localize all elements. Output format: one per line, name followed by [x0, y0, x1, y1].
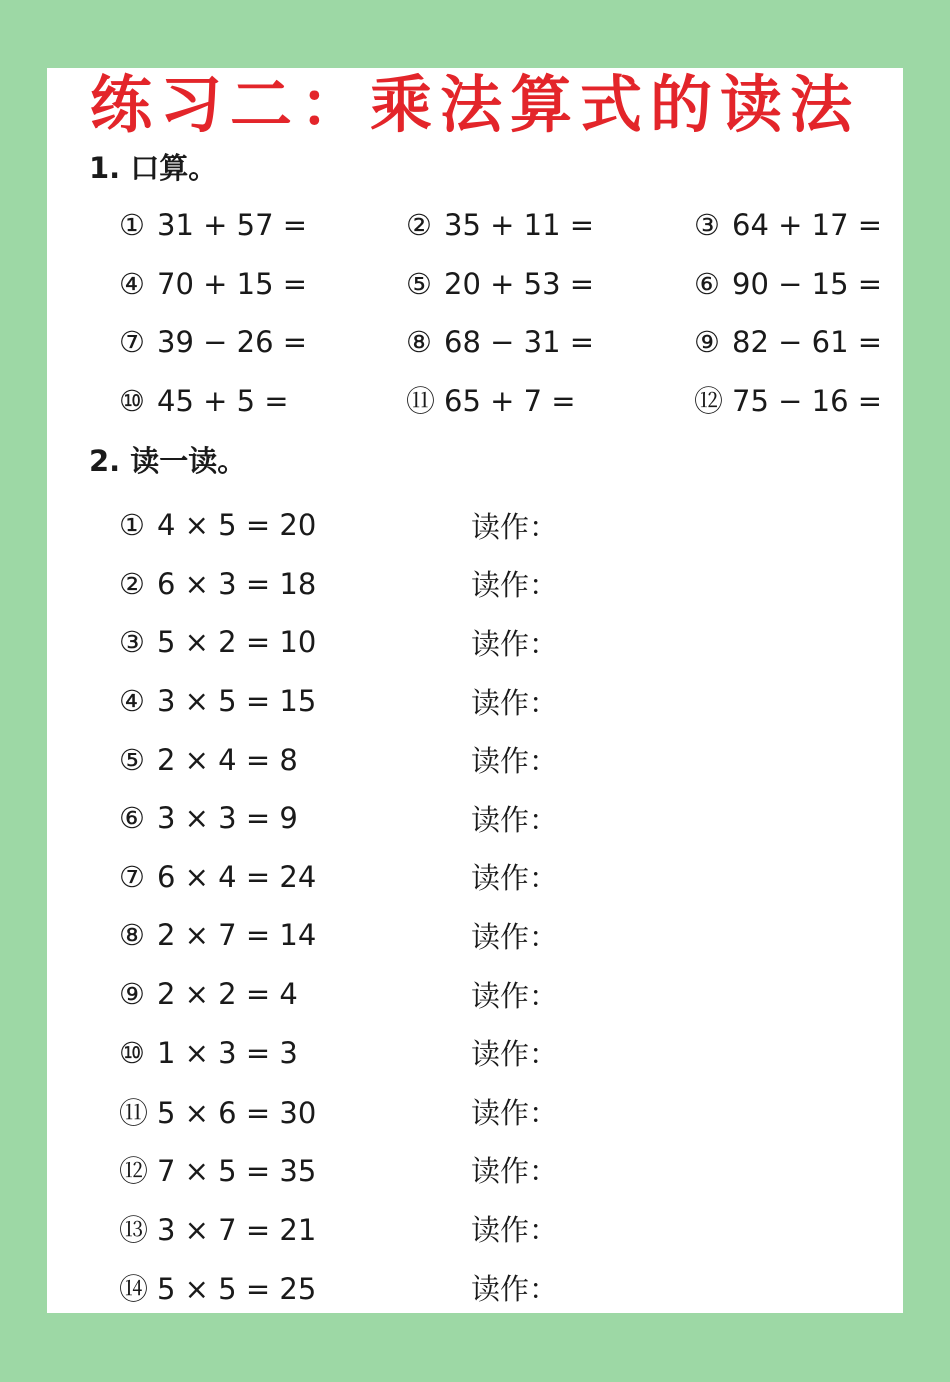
- item-number: ⑪: [406, 383, 436, 418]
- item-number: ⑨: [694, 325, 720, 360]
- item-expression: 82 − 61 =: [732, 325, 883, 360]
- multiplication-expression: [119, 625, 471, 659]
- mental-math-item: [406, 319, 694, 378]
- item-expression: 39 − 26 =: [157, 325, 308, 360]
- read-as-label: 读作：: [471, 978, 559, 1013]
- item-expression: 90 − 15 =: [732, 266, 883, 301]
- item-number: ⑫: [694, 383, 724, 418]
- reading-row: [119, 1141, 819, 1200]
- item-expression: 64 + 17 =: [732, 208, 883, 242]
- read-as-label: 读作：: [471, 1212, 559, 1247]
- multiplication-expression: [119, 743, 471, 777]
- mental-math-item: [694, 261, 899, 320]
- worksheet-page: [47, 68, 903, 1313]
- item-expression: 4 × 5 = 20: [157, 508, 317, 543]
- item-expression: 3 × 7 = 21: [157, 1212, 317, 1247]
- mental-math-item: [694, 202, 899, 261]
- item-number: ⑥: [694, 266, 720, 301]
- mental-math-grid: [119, 202, 899, 436]
- multiplication-expression: [119, 860, 471, 894]
- reading-row: [119, 965, 819, 1024]
- section2-heading: 2. 读一读。: [89, 444, 247, 478]
- item-expression: 5 × 2 = 10: [157, 625, 317, 660]
- item-number: ④: [119, 266, 145, 301]
- mental-math-item: [406, 261, 694, 320]
- item-number: ①: [119, 508, 145, 543]
- item-expression: 7 × 5 = 35: [157, 1154, 317, 1189]
- item-number: ⑩: [119, 1035, 145, 1070]
- read-as-label: 读作：: [471, 1095, 559, 1130]
- multiplication-expression: [119, 684, 471, 718]
- reading-row: [119, 555, 819, 614]
- multiplication-expression: [119, 801, 471, 835]
- reading-row: [119, 789, 819, 848]
- multiplication-expression: [119, 1036, 471, 1070]
- multiplication-expression: [119, 567, 471, 601]
- item-expression: 3 × 3 = 9: [157, 801, 298, 836]
- multiplication-expression: [119, 508, 471, 542]
- item-number: ⑫: [119, 1154, 149, 1189]
- item-expression: 20 + 53 =: [444, 266, 595, 301]
- item-expression: 70 + 15 =: [157, 266, 308, 301]
- read-as-label: 读作：: [471, 1271, 559, 1306]
- item-expression: 6 × 4 = 24: [157, 859, 317, 894]
- read-as-label: 读作：: [471, 1037, 559, 1072]
- item-number: ⑭: [119, 1271, 149, 1306]
- read-as-label: 读作：: [471, 1154, 559, 1189]
- item-number: ④: [119, 684, 145, 719]
- read-as-label: 读作：: [471, 568, 559, 603]
- read-as-label: 读作：: [471, 744, 559, 779]
- item-number: ⑦: [119, 859, 145, 894]
- item-number: ⑨: [119, 977, 145, 1012]
- mental-math-item: [406, 202, 694, 261]
- multiplication-expression: [119, 1208, 471, 1249]
- item-expression: 2 × 2 = 4: [157, 977, 298, 1012]
- item-number: ⑥: [119, 801, 145, 836]
- item-expression: 35 + 11 =: [444, 208, 595, 242]
- item-expression: 5 × 6 = 30: [157, 1095, 317, 1130]
- item-number: ⑪: [119, 1095, 149, 1130]
- mental-math-item: [694, 319, 899, 378]
- section1-heading: 1. 口算。: [89, 151, 218, 185]
- item-number: ③: [694, 208, 720, 242]
- read-as-label: 读作：: [471, 685, 559, 720]
- read-as-label: 读作：: [471, 802, 559, 837]
- multiplication-expression: [119, 1267, 471, 1308]
- item-expression: 2 × 4 = 8: [157, 742, 298, 777]
- item-expression: 1 × 3 = 3: [157, 1035, 298, 1070]
- read-as-label: 读作：: [471, 919, 559, 954]
- reading-row: [119, 1258, 819, 1317]
- read-as-label: 读作：: [471, 861, 559, 896]
- reading-row: [119, 496, 819, 555]
- item-expression: 65 + 7 =: [444, 383, 576, 418]
- mental-math-item: [694, 378, 899, 437]
- item-expression: 31 + 57 =: [157, 208, 308, 242]
- item-expression: 5 × 5 = 25: [157, 1271, 317, 1306]
- reading-row: [119, 1199, 819, 1258]
- item-number: ⑧: [119, 918, 145, 953]
- reading-row: [119, 1023, 819, 1082]
- item-number: ⑧: [406, 325, 432, 360]
- item-expression: 3 × 5 = 15: [157, 684, 317, 719]
- item-expression: 2 × 7 = 14: [157, 918, 317, 953]
- read-as-label: 读作：: [471, 509, 559, 544]
- item-number: ⑩: [119, 383, 145, 418]
- reading-row: [119, 848, 819, 907]
- item-number: ⑬: [119, 1212, 149, 1247]
- reading-row: [119, 730, 819, 789]
- multiplication-expression: [119, 1091, 471, 1132]
- mental-math-item: [406, 378, 694, 437]
- item-expression: 6 × 3 = 18: [157, 566, 317, 601]
- mental-math-item: [119, 202, 406, 261]
- mental-math-item: [119, 378, 406, 437]
- reading-row: [119, 613, 819, 672]
- item-number: ③: [119, 625, 145, 660]
- reading-row: [119, 1082, 819, 1141]
- reading-row: [119, 906, 819, 965]
- item-expression: 75 − 16 =: [732, 383, 883, 418]
- item-expression: 45 + 5 =: [157, 383, 289, 418]
- multiplication-expression: [119, 1149, 471, 1190]
- item-number: ①: [119, 208, 145, 242]
- item-number: ②: [406, 208, 432, 242]
- worksheet-title: 练习二：乘法算式的读法: [89, 68, 860, 141]
- multiplication-expression: [119, 918, 471, 952]
- item-expression: 68 − 31 =: [444, 325, 595, 360]
- item-number: ②: [119, 566, 145, 601]
- item-number: ⑦: [119, 325, 145, 360]
- mental-math-item: [119, 319, 406, 378]
- reading-row: [119, 672, 819, 731]
- mental-math-item: [119, 261, 406, 320]
- item-number: ⑤: [119, 742, 145, 777]
- item-number: ⑤: [406, 266, 432, 301]
- reading-list: [119, 496, 819, 1316]
- read-as-label: 读作：: [471, 626, 559, 661]
- multiplication-expression: [119, 977, 471, 1011]
